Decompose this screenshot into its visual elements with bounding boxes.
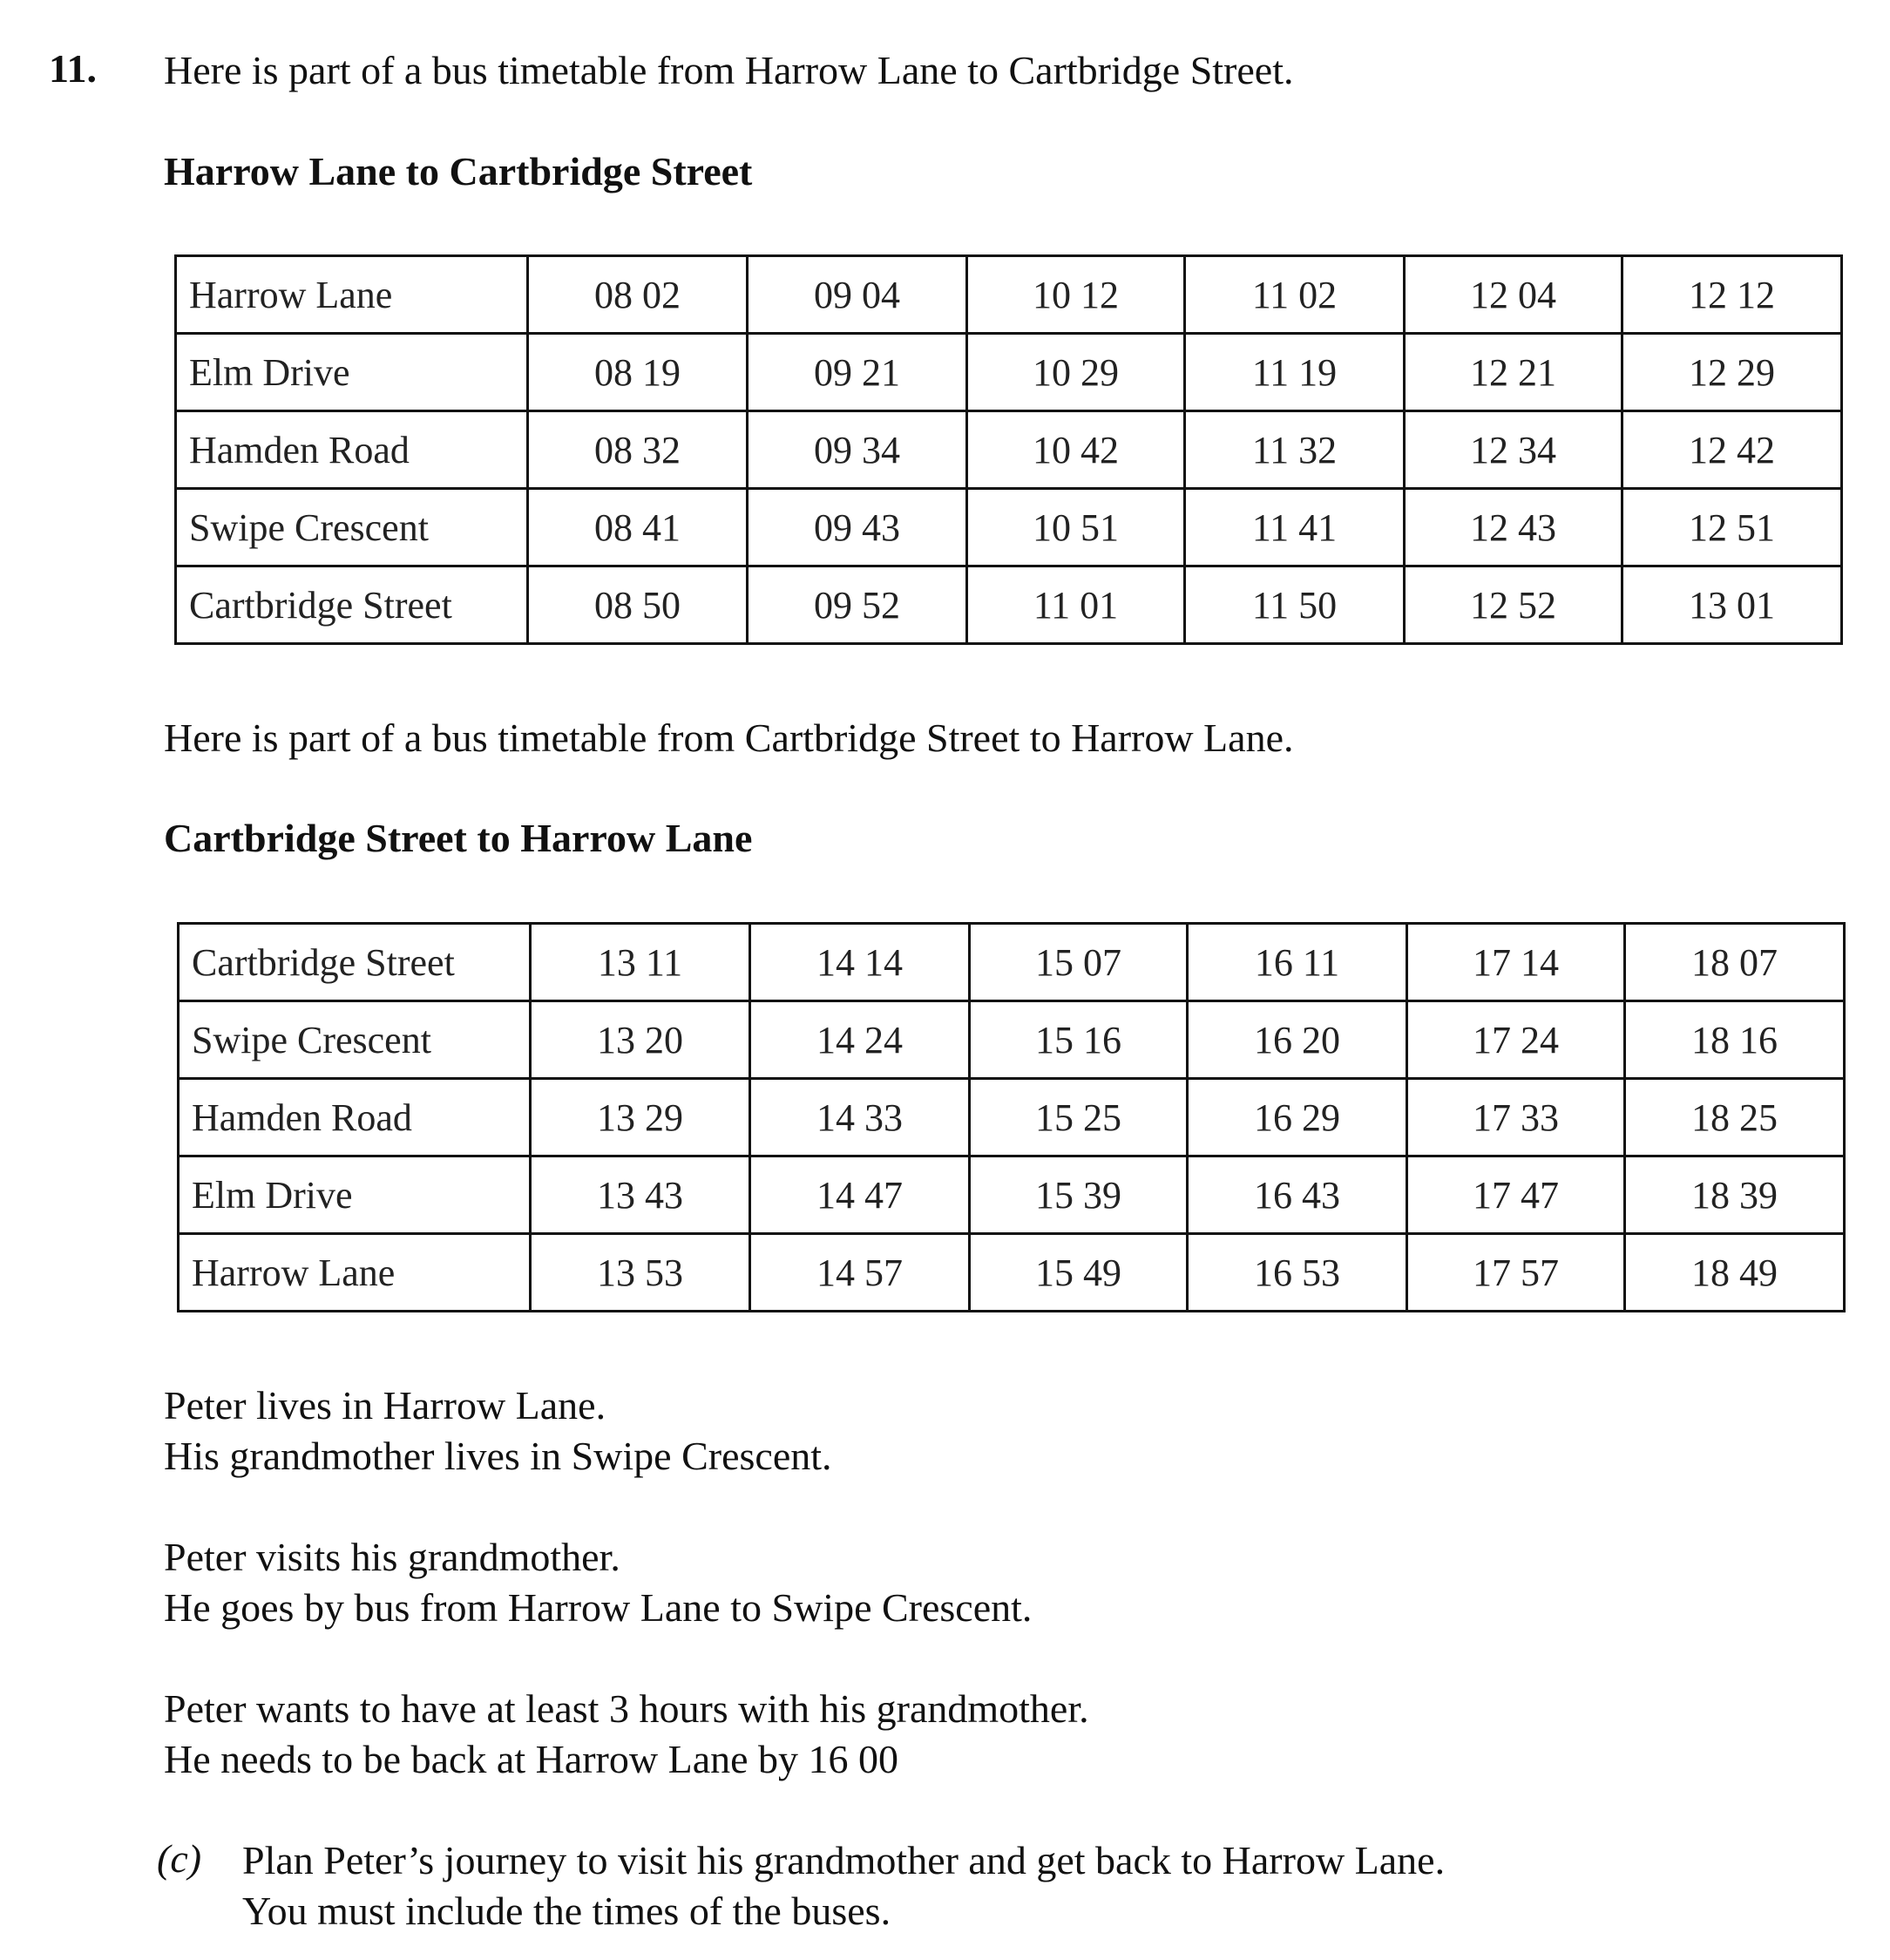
time-cell: 14 14 <box>750 924 970 1001</box>
table-row <box>176 566 1842 644</box>
time-cell: 11 41 <box>1185 489 1405 566</box>
stop-name-cell: Harrow Lane <box>176 256 528 334</box>
time-cell: 14 24 <box>750 1001 970 1079</box>
time-cell: 12 21 <box>1405 334 1622 411</box>
stop-name-cell: Hamden Road <box>176 411 528 489</box>
table-row <box>176 411 1842 489</box>
time-cell: 15 16 <box>970 1001 1188 1079</box>
time-cell: 13 29 <box>531 1079 750 1156</box>
stop-name-cell: Elm Drive <box>176 334 528 411</box>
timetable-cartbridge-to-harrow <box>177 922 1846 1312</box>
time-cell: 17 57 <box>1407 1234 1625 1312</box>
intro-text-1: Here is part of a bus timetable from Harrow Lane to Cartbridge Street. <box>164 48 1294 92</box>
stop-name-cell: Harrow Lane <box>179 1234 531 1312</box>
time-cell: 09 43 <box>748 489 967 566</box>
time-cell: 11 01 <box>967 566 1185 644</box>
part-c-line-1: Plan Peter’s journey to visit his grandmother and get back to Harrow Lane. <box>242 1838 1446 1882</box>
time-cell: 08 32 <box>528 411 748 489</box>
time-cell: 12 04 <box>1405 256 1622 334</box>
table-row <box>179 1079 1845 1156</box>
time-cell: 17 14 <box>1407 924 1625 1001</box>
time-cell: 16 20 <box>1188 1001 1407 1079</box>
time-cell: 11 50 <box>1185 566 1405 644</box>
table-row <box>176 489 1842 566</box>
time-cell: 10 42 <box>967 411 1185 489</box>
table-row <box>176 334 1842 411</box>
time-cell: 08 50 <box>528 566 748 644</box>
time-cell: 13 11 <box>531 924 750 1001</box>
time-cell: 08 02 <box>528 256 748 334</box>
time-cell: 12 51 <box>1622 489 1842 566</box>
time-cell: 12 34 <box>1405 411 1622 489</box>
time-cell: 11 19 <box>1185 334 1405 411</box>
stop-name-cell: Swipe Crescent <box>179 1001 531 1079</box>
time-cell: 09 21 <box>748 334 967 411</box>
time-cell: 16 29 <box>1188 1079 1407 1156</box>
time-cell: 15 25 <box>970 1079 1188 1156</box>
time-cell: 11 02 <box>1185 256 1405 334</box>
time-cell: 18 07 <box>1625 924 1845 1001</box>
table-row <box>179 924 1845 1001</box>
info-line-6: He needs to be back at Harrow Lane by 16 00 <box>164 1737 899 1781</box>
info-line-5: Peter wants to have at least 3 hours with his grandmother. <box>164 1686 1089 1731</box>
table1-heading: Harrow Lane to Cartbridge Street <box>164 149 753 193</box>
time-cell: 13 43 <box>531 1156 750 1234</box>
time-cell: 14 47 <box>750 1156 970 1234</box>
time-cell: 16 53 <box>1188 1234 1407 1312</box>
timetable-harrow-to-cartbridge <box>174 254 1843 645</box>
info-line-1: Peter lives in Harrow Lane. <box>164 1383 606 1428</box>
time-cell: 18 25 <box>1625 1079 1845 1156</box>
table2-heading: Cartbridge Street to Harrow Lane <box>164 816 753 860</box>
part-c-line-2: You must include the times of the buses. <box>242 1889 891 1933</box>
intro-text-2: Here is part of a bus timetable from Cartbridge Street to Harrow Lane. <box>164 716 1294 760</box>
table-row <box>179 1001 1845 1079</box>
time-cell: 17 47 <box>1407 1156 1625 1234</box>
time-cell: 09 34 <box>748 411 967 489</box>
time-cell: 18 16 <box>1625 1001 1845 1079</box>
time-cell: 11 32 <box>1185 411 1405 489</box>
time-cell: 08 19 <box>528 334 748 411</box>
table-row <box>179 1234 1845 1312</box>
question-number: 11. <box>49 46 97 91</box>
time-cell: 12 43 <box>1405 489 1622 566</box>
time-cell: 15 49 <box>970 1234 1188 1312</box>
stop-name-cell: Swipe Crescent <box>176 489 528 566</box>
time-cell: 09 04 <box>748 256 967 334</box>
time-cell: 12 42 <box>1622 411 1842 489</box>
time-cell: 09 52 <box>748 566 967 644</box>
time-cell: 18 39 <box>1625 1156 1845 1234</box>
time-cell: 16 11 <box>1188 924 1407 1001</box>
time-cell: 10 51 <box>967 489 1185 566</box>
time-cell: 12 52 <box>1405 566 1622 644</box>
time-cell: 13 01 <box>1622 566 1842 644</box>
time-cell: 16 43 <box>1188 1156 1407 1234</box>
table-row <box>176 256 1842 334</box>
table-row <box>179 1156 1845 1234</box>
stop-name-cell: Hamden Road <box>179 1079 531 1156</box>
time-cell: 15 39 <box>970 1156 1188 1234</box>
time-cell: 18 49 <box>1625 1234 1845 1312</box>
info-line-4: He goes by bus from Harrow Lane to Swipe Crescent. <box>164 1585 1033 1630</box>
part-c-label: (c) <box>157 1836 202 1881</box>
time-cell: 13 53 <box>531 1234 750 1312</box>
stop-name-cell: Elm Drive <box>179 1156 531 1234</box>
time-cell: 12 29 <box>1622 334 1842 411</box>
time-cell: 10 29 <box>967 334 1185 411</box>
time-cell: 10 12 <box>967 256 1185 334</box>
time-cell: 15 07 <box>970 924 1188 1001</box>
stop-name-cell: Cartbridge Street <box>179 924 531 1001</box>
time-cell: 17 24 <box>1407 1001 1625 1079</box>
info-line-3: Peter visits his grandmother. <box>164 1535 620 1579</box>
info-line-2: His grandmother lives in Swipe Crescent. <box>164 1434 832 1478</box>
time-cell: 14 33 <box>750 1079 970 1156</box>
time-cell: 08 41 <box>528 489 748 566</box>
time-cell: 13 20 <box>531 1001 750 1079</box>
time-cell: 14 57 <box>750 1234 970 1312</box>
stop-name-cell: Cartbridge Street <box>176 566 528 644</box>
time-cell: 17 33 <box>1407 1079 1625 1156</box>
time-cell: 12 12 <box>1622 256 1842 334</box>
